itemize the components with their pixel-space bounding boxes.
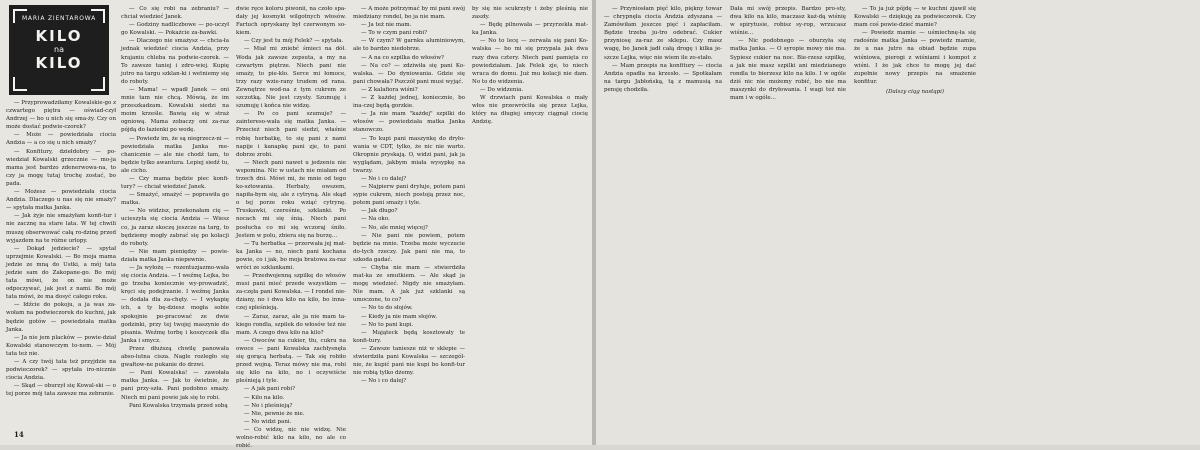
paragraph: by się nie scukrzyły i żeby pleśnią nie zaszły.: [472, 6, 588, 21]
paragraph: — A jak pani robi?: [244, 386, 296, 393]
paragraph: — Smażyć, smażyć — poprawiła go matka.: [121, 192, 229, 207]
paragraph: — To ja już pójdę — w kuchni zjawił się Kowalski — dziękuję za podwieczorek. Czy mam coś powie-dzieć mamie?: [854, 6, 976, 29]
paragraph: — W czym? W garnku aluminiowym, ale to bardzo niedobrze.: [353, 38, 465, 53]
paragraph: — Chyba nie mam — stwierdziła mat-ka ze smutkiem. — Ale skąd ja mogę wiedzieć. Nigdy nie smażyłam. Nie mam. A jak już szklanki są umoczone, to co?: [353, 265, 465, 304]
paragraph: — Najpierw pani dryluje, potem pani sypie cukrem, niech postoją przez noc, potem pani smaży i tyle.: [353, 184, 465, 207]
paragraph: — A czy twój tata też przyjdzie na podwieczorek? — spytała iro-nicznie ciocia Andzia.: [6, 359, 116, 382]
paragraph: — No to do słojów.: [361, 305, 413, 312]
paragraph: — Niech pani nawet u jedzeniu nie wspomina. Nic w ustach nie miałam od trzech dni. Mówi mi, że mnie od tego ko-sztowania. Herbaty, owszem, napiła-bym się, ale z cytryną. Ale skąd o tej porze roku wziąć cytrynę. Truskawki, czereśnie, szklanki. Po nocach mi się śnią. Niech pani posłucha co mi się wczoraj śniło. Jestem w polu, zbiera się na burzę...: [236, 159, 346, 239]
paragraph: — Zawsze taniesze niż w sklepie — stwierdziła pani Kowalska — szczegól-nie, że kupić pani nie kupi bo konfi-tur nie robią tylko dżemy.: [353, 345, 465, 377]
text-column: [121, 5, 229, 433]
article-title-word: KILO: [35, 27, 83, 45]
paragraph: — Nie mam pieniędzy — powie-działa matka Janka niepewnie.: [121, 248, 229, 263]
paragraph: — To w czym pani robi?: [361, 30, 428, 37]
article-title-word: na: [54, 45, 64, 54]
paragraph: — Po co pani szumuje? — zaintereso-wała się matka Janka. — Przecież niech pani siedzi, właśnie robię herbatkę, to się pani z nami napije i kanapkę pani zje, to pani dobrze zrobi.: [236, 111, 346, 158]
text-column: [236, 5, 346, 450]
text-column: [6, 99, 116, 429]
paragraph: — A może potrzymać by mi pani swój miedziany rondel, bo ja nie mam.: [353, 6, 465, 21]
paragraph: — Godziny nadliczbowe — po-uczył go Kowalski. — Pokażcie za-bawki.: [121, 22, 229, 37]
left-magazine-page: [0, 0, 594, 450]
article-title-box: [9, 5, 109, 95]
paragraph: — Nie, pewnie że nie.: [244, 410, 305, 417]
paragraph: — Może — powiedziała ciocia Andzia — a co się u nich smaży?: [6, 132, 116, 147]
paragraph: — Dokąd jedziecie? — spytał uprzejmie Kowalski. — Bo moja mama jedzie ze mną do Ustki, a mój tata jedzie sam do Zakopane-go. Bo mój tata mówi, że on nie może odpoczywać, jak jest z nami. Bo mój tata mówi, że ma dosyć całego roku.: [6, 245, 116, 301]
text-column: [604, 5, 722, 165]
paragraph: — Mająteck będą kosztowały te konfi-tury.: [353, 329, 465, 344]
paragraph: — No, ale mniej więcej?: [361, 224, 428, 231]
paragraph: — Kilo na kilo.: [244, 394, 285, 401]
paragraph: — Owoców na cukier, tłu, cukru na owoce — pani Kowalska zachłysnęła się gorącą herbatą. — Tak się robiło przed wojną. Teraz mówy nie ma, robi się kilo na kilo, no i oczywiście pleśnieją i tyle.: [236, 337, 346, 385]
paragraph: — Miał mi zniebć śmieci na dół. Woda jak zawsze zepsuta, a my na czwartym piętrze. Niech pani nie smaży, to pie-kło. Serce mi łomoce, trzy razy wzie-rany trudem od rana. Zewnętrze wod-na z tym cukrem ze szczotką. Nie jest czysty. Szumuję i szumuję i końca nie widzę.: [236, 46, 346, 110]
paragraph: — Ja nie jem placków — powie-dział Kowalski stanowczym to-nem. — Mój tata też nie.: [6, 334, 116, 357]
paragraph: W drzwiach pani Kowalska o mały włos nie przewróciła się przez Lejka, który na długiej smyczy ciągnął ciocię Andzię.: [472, 95, 588, 126]
paragraph: — Tu herbatka — przerwała jej mat-ka Janka — no, niech pani kochana powie, co i jak, bo moja bratowa za-raz wróci ze szklankami.: [236, 240, 346, 271]
paragraph: — Skąd — oburzył się Kowal-ski — o tej porze mój tata zawsze ma zebranie.: [6, 383, 116, 398]
paragraph: — Przedwojenną szpilkę do włosów musi pani mieć przede wszystkim — za-częła pani Kowalska. — I rondel nie-dziany, no i dwa kilo na kilo, bo inna-czej spleśnieją.: [236, 273, 346, 312]
text-column: [353, 5, 465, 437]
paragraph: — Czy mama będzie piec konfi-tury? — chciał wiedzieć Janek.: [121, 175, 229, 191]
paragraph: — Jak długo?: [361, 208, 398, 215]
paragraph: — Nic podobnego — oburzyła się matka Janka. — O syropie mowy nie ma. Sypiesz cukier na noc. Bie-rzesz szpilkę, a jak nie masz szpilki ani miedzianego rondla to bierzesz kilo na kilo. I w ogóle dziś nic nie możemy robić, bo nie ma maszynki do dryłowania. I wagi też nie mam i w ogóle...: [730, 38, 846, 102]
text-column: [730, 5, 846, 165]
paragraph: — No widzi pani.: [244, 418, 292, 425]
paragraph: — Ja też nie mam.: [361, 22, 412, 29]
paragraph: dwie ręce koloru piwonii, na czoło spa-dały jej kosmyki wilgotnych włosów. Fartuch opryskany był czerwonym so-kiem.: [236, 6, 346, 37]
paragraph: — Co się robi na zebraniu? — chciał wiedzieć Janek.: [121, 6, 229, 21]
paragraph: — Czy jest tu mój Felek? — spytała.: [244, 38, 344, 45]
paragraph: — Dlaczego nie smażysz — chcia-ła jednak wiedzieć ciocia Andzia, przy krajaniu chleba na podwie-czorek. — To zawsze taniej i zdro-wiej. Kupię jutro na targu szklan-ki i wetniemy się do roboty.: [121, 38, 229, 85]
paragraph: — Do widzenia.: [480, 86, 524, 93]
frame-corner: [13, 9, 27, 23]
paragraph: — No i co dalej?: [361, 378, 407, 385]
paragraph: — Przyniosłam pięć kilo, piękny towar — chrypnęła ciocia Andzia zdyszana — Zamówiłam jeszcze pięć i zapłaciłam. Będzie trzeba ju-tro odebrać. Cukier przyniosę za-raz ze sklepu. Czy masz wagę, bo Janek jadł całą drogę i kilka je-szcze Lejka, więc nie wiem ile zo-stało.: [604, 6, 722, 61]
paragraph: — Pani Kowalska! — zawołała matka Janka. — Jak to świetnie, że pani przy-szła. Pani podobno smaży. Niech mi pani powie jak się to robi.: [121, 370, 229, 401]
paragraph: — Zaraz, zaraz, ale ja nie mam ta-kiego rondla, szpilek do włosów też nie mam. A czego dwa kilo na kilo?: [236, 313, 346, 336]
paragraph: Dała mi swój przepis. Bardzo pro-sty, dwa kilo na kilo, maczasz każ-dą wiśnię w spirytusie, robisz sy-rop, wrzucasz wiśnie...: [730, 6, 846, 37]
continued-note: (Dalszy ciąg nastąpi): [885, 88, 945, 95]
paragraph: — Konfitury, dziełdobry — po-wiedział Kowalski grzecznie — mo-ja mama jest bardzo zdenerwowa-na, to czy ja mogę tutaj trochę zostać, bo pada.: [6, 148, 116, 187]
paragraph: — Z kalafiora wiśni?: [361, 86, 418, 93]
page-number: 14: [14, 430, 24, 439]
paragraph: — Kiedy ja nie mam słojów.: [361, 313, 437, 320]
frame-corner: [91, 9, 105, 23]
article-title-word: KILO: [35, 54, 83, 72]
paragraph: — No i pleśnieją?: [244, 402, 293, 409]
paragraph: — No i co dalej?: [361, 175, 407, 182]
paragraph: — No widzisz, przekonałam cię — ucieszyła się ciocia Andzia — Wiesz co, ja zaraz skoczę jeszcze na targ, to będziemy mogły zabrać się po kolacji do roboty.: [121, 208, 229, 247]
paragraph: — Na oko.: [361, 216, 390, 223]
paragraph: Przez dłuższą chwilę panowała abso-lutna cisza. Nagle rozległo się gwałtow-ne pukanie do drzwi.: [121, 345, 229, 369]
paragraph: Pani Kowalska trzymała przed sobą: [129, 402, 228, 409]
paragraph: — No to pani kupi.: [361, 321, 414, 328]
paragraph: — Powiedz mamie — uśmiechnę-ła się radośnie matka Janka — powiedz mamie, że u nas jutro na obiad będzie zupa wiśniowa, pierogi z wiśniami i kompot z wiśni. I że jak chce to mogę jej dać zupełnie nowy przepis na smażenie konfitur.: [854, 30, 976, 85]
paragraph: — Przyprowadziłamy Kowalskie-go z czwartego piętra — oświad-czył Andrzej — bo u nich się sma-ży. Czy on może dostać podwie-czorek?: [6, 100, 116, 131]
paragraph: — Będę pilnowała — przyrzekła mat-ka Janka.: [472, 22, 588, 37]
text-column: [472, 5, 588, 165]
paragraph: — A na co szpilka do włosów?: [361, 54, 444, 61]
paragraph: — Ja wyłożę — rozentuzjazmo-wała się ciocia Andzia. — I weźmę Lejka, bo go trzeba koniecznie wy-prowadzić, kręci się podejrzanie. I weźmę Janka — dodała dla za-chęty. — I wykapię ich, a ty bę-dziesz mogła sobie spokojnie po-pracować ze dwie godzinki, przy tej twojej maszynie do pisania. Weźmę torbę i koszyczek dla Janka i smycz.: [121, 265, 229, 344]
article-author: MARIA ZIENTAROWA: [21, 15, 97, 22]
paragraph: — Idźcie do pokoju, a ja was za-wołam na podwieczorek do kuchni, jak będzie gotów — powiedziała matka Janka.: [6, 302, 116, 333]
paragraph: — Mama! — wpadł Janek — oni mnie tam nie chcą. Mówią, że im przeszkadzam. Kowalski siedzi na moim krześle. Bawią się w straż ogniową. Mama zobaczy oni za-raz pójdą do łazienki po wodę.: [121, 86, 229, 134]
text-column: [854, 5, 976, 165]
paragraph: — To kupi pani maszynkę do dryło-wania w CDT, tylko, że nic nie warto. Okropnie pryskają. O, widzi pani, jak ja wyglądam, jakbym miała wysypkę na twarzy.: [353, 135, 465, 174]
paragraph: — Nie pani nie powiem, potem będzie na mnie. Trzeba może wyczucie do-tych rzeczy. Jak pani nie ma, to szkoda gadać.: [353, 232, 465, 263]
paragraph: — No to lecę — zerwała się pani Ko-walska — bo mi się przypala jak dwa razy dwa cztery. Niech pani pamięta co powiedziałam. Jak Felek zje, to niech wraca do domu. Już mu kolacji nie dam. No to do widzenia.: [472, 38, 588, 85]
paragraph: — Ja nie mam "każdej" szpilki do włosów — powiedziała matka Janka stanowczo.: [353, 111, 465, 134]
paragraph: — Mam przepis na konfitury — ciocia Andzia opadła na krzesło. — Spotkałam na targu Jabłońską, tą z mamusią na pensję chodziła.: [604, 62, 722, 93]
frame-corner: [91, 77, 105, 91]
paragraph: — Na co? — zdziwiła się pani Ko-walska. — Do dyniowania. Gdzie się pani chowała? Pszczół pani musi wyjąć.: [353, 62, 465, 85]
frame-corner: [13, 77, 27, 91]
paragraph: — Z każdej jednej, koniecznie, bo ina-czej będą gorzkie.: [353, 95, 465, 110]
paragraph: — Powiedz im, że są niegrzecz-ni — powiedziała matka Janka me-chanicznie — ale nie chodź tam, to będzie tylko awantura. Lepiej siedź tu, ale cicho.: [121, 135, 229, 174]
paragraph: — Co widzę, nic nie widzę. Nie wolno-robić kilo na kilo, no ale co robić.: [236, 426, 346, 450]
right-magazine-page: [596, 0, 1200, 445]
paragraph: — Jak żyje nie smażyłam konfi-tur i nie zacznę na stare lata. W tej chwili muszę obserwować całą ro-dzinę przed wyjazdem na te różne urlopy.: [6, 213, 116, 244]
paragraph: — Możesz — powiedziała ciocia Andzia. Dlaczego u nas się nie smaży? — spytała matka Janka.: [6, 189, 116, 212]
